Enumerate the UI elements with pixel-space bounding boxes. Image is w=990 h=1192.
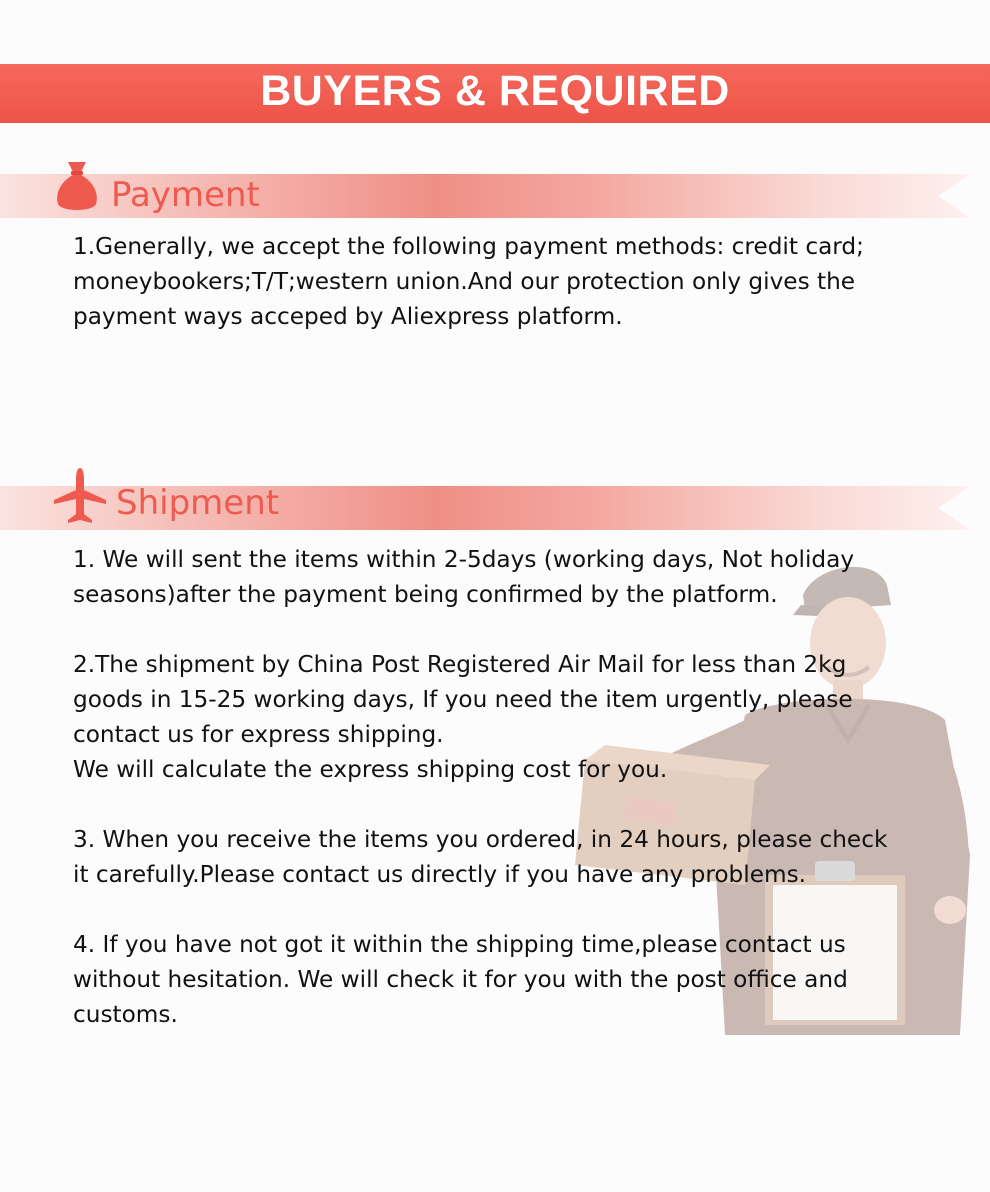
payment-section-header	[0, 174, 970, 218]
money-bag-icon	[54, 160, 100, 214]
shipment-section-header	[0, 483, 970, 530]
shipment-paragraph-4: 4. If you have not got it within the shipping time,please contact us without hesitation. We will check it for you with the post office and customs.	[73, 931, 848, 1028]
shipment-paragraph-3: 3. When you receive the items you ordered, in 24 hours, please check it carefully.Please contact us directly if you have any problems.	[73, 826, 888, 888]
shipment-paragraph-1: 1. We will sent the items within 2-5days (working days, Not holiday seasons)after the payment being confirmed by the platform.	[73, 546, 855, 608]
payment-text: 1.Generally, we accept the following payment methods: credit card; moneybookers;T/T;western union.And our protection only gives the payment ways acceped by Aliexpress platform.	[73, 233, 864, 330]
page-banner	[0, 64, 990, 123]
shipment-paragraph-2: 2.The shipment by China Post Registered Air Mail for less than 2kg goods in 15-25 working days, If you need the item urgently, please contact us for express shipping. We will calculate the express shipping cost for you.	[73, 651, 853, 783]
airplane-icon	[52, 466, 108, 528]
payment-title: Payment	[111, 175, 260, 215]
shipment-title: Shipment	[116, 483, 280, 523]
page-title: BUYERS & REQUIRED	[260, 67, 730, 115]
